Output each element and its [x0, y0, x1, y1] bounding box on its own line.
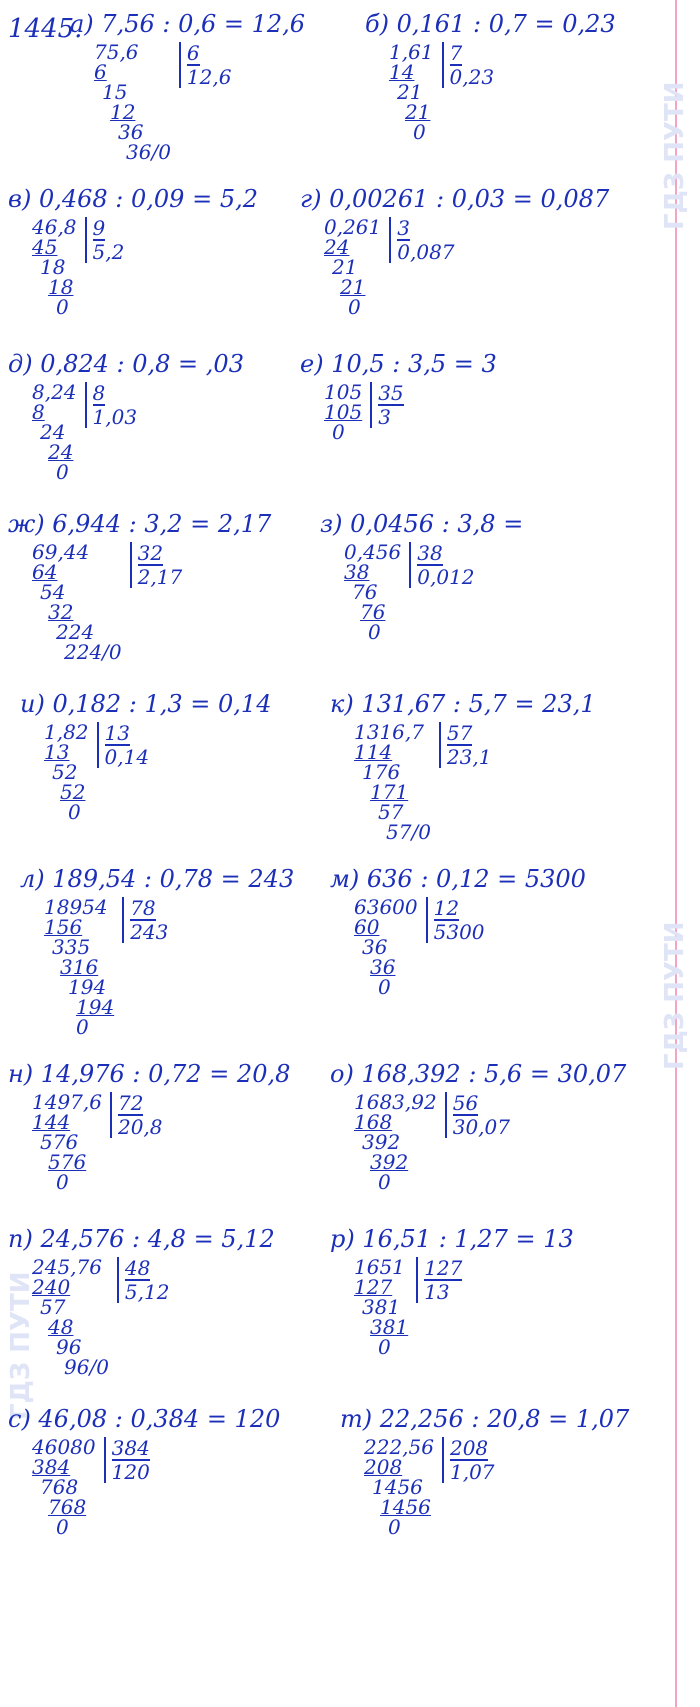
division-step: 144	[32, 1110, 71, 1134]
problem-statement: б) 0,161 : 0,7 = 0,23	[365, 10, 616, 38]
division-step: 76	[352, 580, 378, 604]
quotient: 1,07	[449, 1460, 495, 1484]
divisor-box	[117, 1257, 170, 1303]
problem-statement: л) 189,54 : 0,78 = 243	[20, 865, 295, 893]
problem-statement: д) 0,824 : 0,8 = ,03	[8, 350, 244, 378]
dividend: 1497,6	[32, 1090, 102, 1114]
problem-statement: о) 168,392 : 5,6 = 30,07	[330, 1060, 627, 1088]
long-division-work	[354, 722, 660, 842]
divisor: 48	[124, 1256, 151, 1280]
division-step: 24	[324, 235, 350, 259]
dividend-column	[324, 382, 370, 442]
division-problem	[20, 865, 350, 1037]
dividend: 8,24	[32, 380, 77, 404]
division-step: 52	[60, 780, 86, 804]
problem-statement: р) 16,51 : 1,27 = 13	[330, 1225, 574, 1253]
divisor: 13	[104, 721, 130, 745]
exercise-number: 1445.	[8, 14, 83, 44]
long-division-work	[324, 217, 630, 317]
watermark: ГДЗ ПУТИ	[6, 1271, 36, 1420]
dividend-column	[354, 897, 426, 997]
division-step: 0	[76, 1015, 89, 1039]
divisor-box	[426, 897, 485, 943]
problem-statement: ж) 6,944 : 3,2 = 2,17	[8, 510, 272, 538]
long-division-work	[354, 1257, 660, 1357]
divisor-box	[130, 542, 183, 588]
problem-statement: т) 22,256 : 20,8 = 1,07	[340, 1405, 630, 1433]
division-step: 15	[102, 80, 128, 104]
dividend: 46,8	[32, 215, 77, 239]
division-step: 21	[332, 255, 358, 279]
division-step: 57	[378, 800, 404, 824]
division-step: 114	[354, 740, 393, 764]
division-step: 0	[378, 975, 391, 999]
division-step: 381	[362, 1295, 401, 1319]
divisor: 127	[424, 1256, 463, 1280]
long-division-work	[32, 217, 338, 317]
divisor: 78	[130, 896, 156, 920]
division-step: 96	[56, 1335, 82, 1359]
dividend-column	[32, 1092, 110, 1192]
division-step: 60	[354, 915, 380, 939]
problem-statement: м) 636 : 0,12 = 5300	[330, 865, 586, 893]
division-step: 105	[324, 400, 363, 424]
division-step: 0	[378, 1335, 391, 1359]
division-step: 576	[48, 1150, 87, 1174]
division-step: 1456	[380, 1495, 431, 1519]
divisor-box	[445, 1092, 510, 1138]
division-problem	[330, 865, 660, 997]
division-problem	[330, 1060, 660, 1192]
dividend-column	[44, 897, 122, 1037]
divisor-box	[442, 1437, 495, 1483]
dividend-column	[44, 722, 97, 822]
division-step: 0	[378, 1170, 391, 1194]
quotient: 5300	[433, 920, 485, 944]
divisor-box	[179, 42, 232, 88]
dividend-column	[354, 722, 439, 842]
division-step: 224	[56, 620, 95, 644]
division-problem	[20, 690, 350, 822]
division-step: 176	[362, 760, 401, 784]
dividend-column	[32, 217, 85, 317]
quotient: 0,23	[449, 65, 495, 89]
divisor: 56	[452, 1091, 479, 1115]
division-step: 38	[344, 560, 370, 584]
division-problem	[8, 1060, 338, 1192]
dividend: 69,44	[32, 540, 90, 564]
division-step: 12	[110, 100, 136, 124]
long-division-work	[364, 1437, 670, 1537]
division-step: 768	[48, 1495, 87, 1519]
dividend: 1651	[354, 1255, 405, 1279]
divisor: 12	[433, 896, 460, 920]
division-step: 96/0	[64, 1355, 109, 1379]
division-step: 0	[68, 800, 81, 824]
quotient: 13	[424, 1280, 450, 1304]
division-step: 64	[32, 560, 58, 584]
division-step: 52	[52, 760, 78, 784]
division-step: 384	[32, 1455, 71, 1479]
margin-line	[675, 0, 677, 1707]
division-step: 14	[389, 60, 415, 84]
dividend-column	[32, 1257, 117, 1377]
divisor: 208	[449, 1436, 489, 1460]
division-problem	[340, 1405, 670, 1537]
division-step: 76	[360, 600, 386, 624]
quotient: 1,03	[92, 405, 138, 429]
quotient: 30,07	[452, 1115, 510, 1139]
divisor: 3	[397, 216, 410, 240]
quotient: 5,2	[92, 240, 125, 264]
quotient: 0,012	[417, 565, 475, 589]
division-problem	[300, 350, 630, 442]
division-step: 18	[40, 255, 66, 279]
divisor: 32	[137, 541, 164, 565]
division-problem	[8, 1405, 338, 1537]
division-step: 168	[354, 1110, 393, 1134]
division-step: 36	[118, 120, 144, 144]
division-step: 8	[32, 400, 45, 424]
division-problem	[8, 1225, 338, 1377]
divisor-box	[110, 1092, 163, 1138]
problem-statement: а) 7,56 : 0,6 = 12,6	[70, 10, 306, 38]
dividend: 63600	[354, 895, 418, 919]
divisor: 6	[186, 41, 200, 65]
dividend-column	[324, 217, 389, 317]
watermark: ГДЗ ПУТИ	[660, 921, 690, 1070]
dividend-column	[32, 1437, 104, 1537]
dividend-column	[344, 542, 409, 642]
long-division-work	[32, 1092, 338, 1192]
division-step: 36	[362, 935, 388, 959]
problem-statement: с) 46,08 : 0,384 = 120	[8, 1405, 281, 1433]
division-step: 0	[56, 1515, 69, 1539]
long-division-work	[32, 542, 338, 662]
division-problem	[8, 510, 338, 662]
division-step: 0	[368, 620, 381, 644]
division-step: 21	[397, 80, 423, 104]
problem-statement: к) 131,67 : 5,7 = 23,1	[330, 690, 596, 718]
divisor-box	[122, 897, 168, 943]
division-step: 0	[56, 460, 69, 484]
division-step: 13	[44, 740, 70, 764]
division-step: 24	[48, 440, 74, 464]
divisor-box	[85, 382, 138, 428]
divisor: 9	[92, 216, 106, 240]
long-division-work	[94, 42, 400, 162]
dividend-column	[364, 1437, 442, 1537]
dividend: 75,6	[94, 40, 139, 64]
division-problem	[8, 350, 338, 482]
division-step: 127	[354, 1275, 393, 1299]
division-step: 768	[40, 1475, 79, 1499]
divisor: 38	[417, 541, 443, 565]
long-division-work	[389, 42, 695, 142]
divisor: 8	[92, 381, 106, 405]
problem-statement: н) 14,976 : 0,72 = 20,8	[8, 1060, 291, 1088]
division-step: 224/0	[64, 640, 122, 664]
long-division-work	[32, 1437, 338, 1537]
watermark: ГДЗ ПУТИ	[660, 81, 690, 230]
division-step: 24	[40, 420, 66, 444]
division-step: 194	[68, 975, 107, 999]
division-step: 36/0	[126, 140, 171, 164]
division-problem	[300, 185, 630, 317]
division-step: 6	[94, 60, 107, 84]
division-problem	[365, 10, 695, 142]
division-problem	[8, 185, 338, 317]
division-step: 392	[362, 1130, 401, 1154]
division-problem	[330, 1225, 660, 1357]
divisor-box	[85, 217, 125, 263]
quotient: 0,087	[397, 240, 455, 264]
division-problem	[330, 690, 660, 842]
problem-statement: п) 24,576 : 4,8 = 5,12	[8, 1225, 275, 1253]
division-step: 194	[76, 995, 115, 1019]
long-division-work	[44, 722, 350, 822]
long-division-work	[354, 897, 660, 997]
divisor: 384	[111, 1436, 150, 1460]
quotient: 20,8	[117, 1115, 163, 1139]
division-problem	[70, 10, 400, 162]
divisor: 35	[378, 381, 404, 405]
problem-statement: г) 0,00261 : 0,03 = 0,087	[300, 185, 610, 213]
quotient: 5,12	[124, 1280, 170, 1304]
quotient: 120	[111, 1460, 150, 1484]
division-step: 18	[48, 275, 74, 299]
division-problem	[320, 510, 650, 642]
dividend: 245,76	[32, 1255, 102, 1279]
divisor-box	[442, 42, 495, 88]
division-step: 0	[332, 420, 345, 444]
division-step: 576	[40, 1130, 79, 1154]
divisor-box	[97, 722, 150, 768]
divisor: 7	[449, 41, 463, 65]
dividend-column	[354, 1257, 416, 1357]
division-step: 240	[32, 1275, 71, 1299]
dividend-column	[389, 42, 442, 142]
quotient: 3	[378, 405, 391, 429]
division-step: 21	[405, 100, 431, 124]
dividend: 18954	[44, 895, 108, 919]
dividend-column	[354, 1092, 445, 1192]
dividend-column	[32, 382, 85, 482]
division-step: 171	[370, 780, 409, 804]
divisor-box	[370, 382, 403, 428]
problem-statement: и) 0,182 : 1,3 = 0,14	[20, 690, 272, 718]
division-step: 0	[56, 295, 69, 319]
division-step: 48	[48, 1315, 74, 1339]
quotient: 243	[130, 920, 169, 944]
division-step: 316	[60, 955, 99, 979]
divisor-box	[416, 1257, 462, 1303]
division-step: 54	[40, 580, 66, 604]
dividend: 222,56	[364, 1435, 434, 1459]
dividend: 1316,7	[354, 720, 424, 744]
dividend: 1,82	[44, 720, 89, 744]
long-division-work	[32, 1257, 338, 1377]
division-step: 381	[370, 1315, 409, 1339]
divisor: 57	[446, 721, 473, 745]
long-division-work	[32, 382, 338, 482]
dividend: 1,61	[389, 40, 434, 64]
division-step: 208	[364, 1455, 403, 1479]
division-step: 392	[370, 1150, 409, 1174]
division-step: 156	[44, 915, 83, 939]
problem-statement: е) 10,5 : 3,5 = 3	[300, 350, 497, 378]
divisor-box	[104, 1437, 150, 1483]
divisor-box	[389, 217, 454, 263]
dividend-column	[32, 542, 130, 662]
dividend: 46080	[32, 1435, 96, 1459]
division-step: 0	[56, 1170, 69, 1194]
quotient: 2,17	[137, 565, 183, 589]
problem-statement: в) 0,468 : 0,09 = 5,2	[8, 185, 258, 213]
quotient: 23,1	[446, 745, 492, 769]
division-step: 0	[388, 1515, 401, 1539]
quotient: 0,14	[104, 745, 150, 769]
long-division-work	[344, 542, 650, 642]
long-division-work	[354, 1092, 660, 1192]
quotient: 12,6	[186, 65, 232, 89]
dividend-column	[94, 42, 179, 162]
divisor-box	[409, 542, 474, 588]
division-step: 0	[348, 295, 361, 319]
division-step: 45	[32, 235, 58, 259]
dividend: 1683,92	[354, 1090, 437, 1114]
division-step: 335	[52, 935, 91, 959]
division-step: 0	[413, 120, 426, 144]
problem-statement: з) 0,0456 : 3,8 =	[320, 510, 524, 538]
division-step: 1456	[372, 1475, 423, 1499]
dividend: 105	[324, 380, 363, 404]
division-step: 57/0	[386, 820, 431, 844]
long-division-work	[44, 897, 350, 1037]
long-division-work	[324, 382, 630, 442]
division-step: 32	[48, 600, 74, 624]
dividend: 0,456	[344, 540, 402, 564]
divisor: 72	[117, 1091, 144, 1115]
division-step: 36	[370, 955, 396, 979]
dividend: 0,261	[324, 215, 382, 239]
division-step: 57	[40, 1295, 66, 1319]
division-step: 21	[340, 275, 366, 299]
divisor-box	[439, 722, 492, 768]
